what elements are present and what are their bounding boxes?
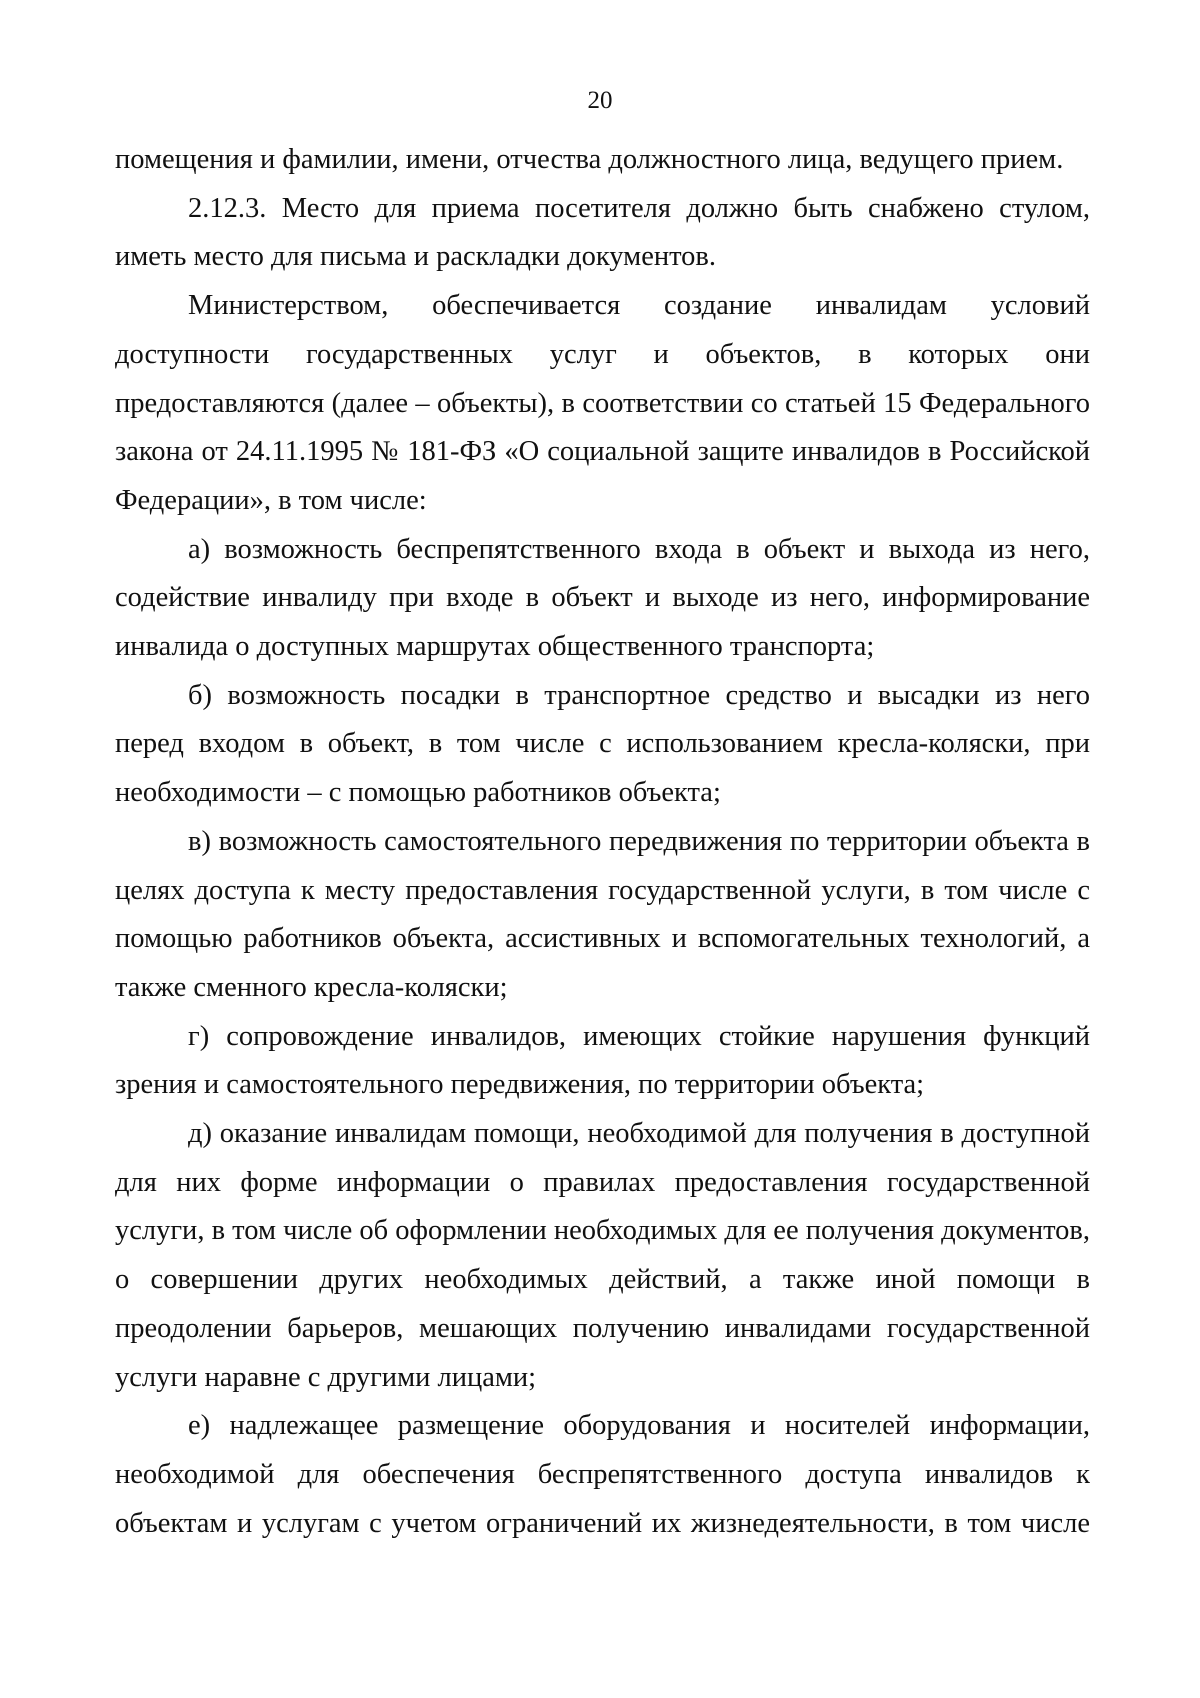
list-item-a: а) возможность беспрепятственного входа в объект и выхода из него, содействие инвалиду при входе в объект и выходе из него, информирование инвалида о доступных маршрутах общественного транспорта; [115, 533, 1090, 663]
list-item-d: д) оказание инвалидам помощи, необходимой для получения в доступной для них форме информации о правилах предоставления государственной услуги, в том числе об оформлении необходимых для ее получения документов, о совершении других необходимых действий, а также иной помощи в преодолении барьеров, мешающих получению инвалидами государственной услуги наравне с другими лицами; [115, 1118, 1090, 1393]
list-item-v: в) возможность самостоятельного передвижения по территории объекта в целях доступа к месту предоставления государственной услуги, в том числе с помощью работников объекта, ассистивных и вспомогательных технологий, а также сменного кресла-коляски; [115, 825, 1090, 1003]
page-number: 20 [587, 87, 613, 114]
list-item-g: г) сопровождение инвалидов, имеющих стойкие нарушения функций зрения и самостоятельного передвижения, по территории объекта; [115, 1020, 1090, 1101]
paragraph-2-12-3: 2.12.3. Место для приема посетителя должно быть снабжено стулом, иметь место для письма и раскладки документов. [115, 192, 1090, 273]
list-item-b: б) возможность посадки в транспортное средство и высадки из него перед входом в объект, в том числе с использованием кресла-коляски, при необходимости – с помощью работников объекта; [115, 679, 1090, 809]
document-body [115, 136, 1090, 1548]
paragraph-ministry-accessibility: Министерством, обеспечивается создание инвалидам условий доступности государственных услуг и объектов, в которых они предоставляются (далее – объекты), в соответствии со статьей 15 Федерального закона от 24.11.1995 № 181-ФЗ «О социальной защите инвалидов в Российской Федерации», в том числе: [115, 290, 1090, 516]
paragraph-continuation: помещения и фамилии, имени, отчества должностного лица, ведущего прием. [115, 144, 1064, 175]
list-item-e: е) надлежащее размещение оборудования и носителей информации, необходимой для обеспечения беспрепятственного доступа инвалидов к объектам и услугам с учетом ограничений их жизнедеятельности, в том числе [115, 1410, 1090, 1539]
